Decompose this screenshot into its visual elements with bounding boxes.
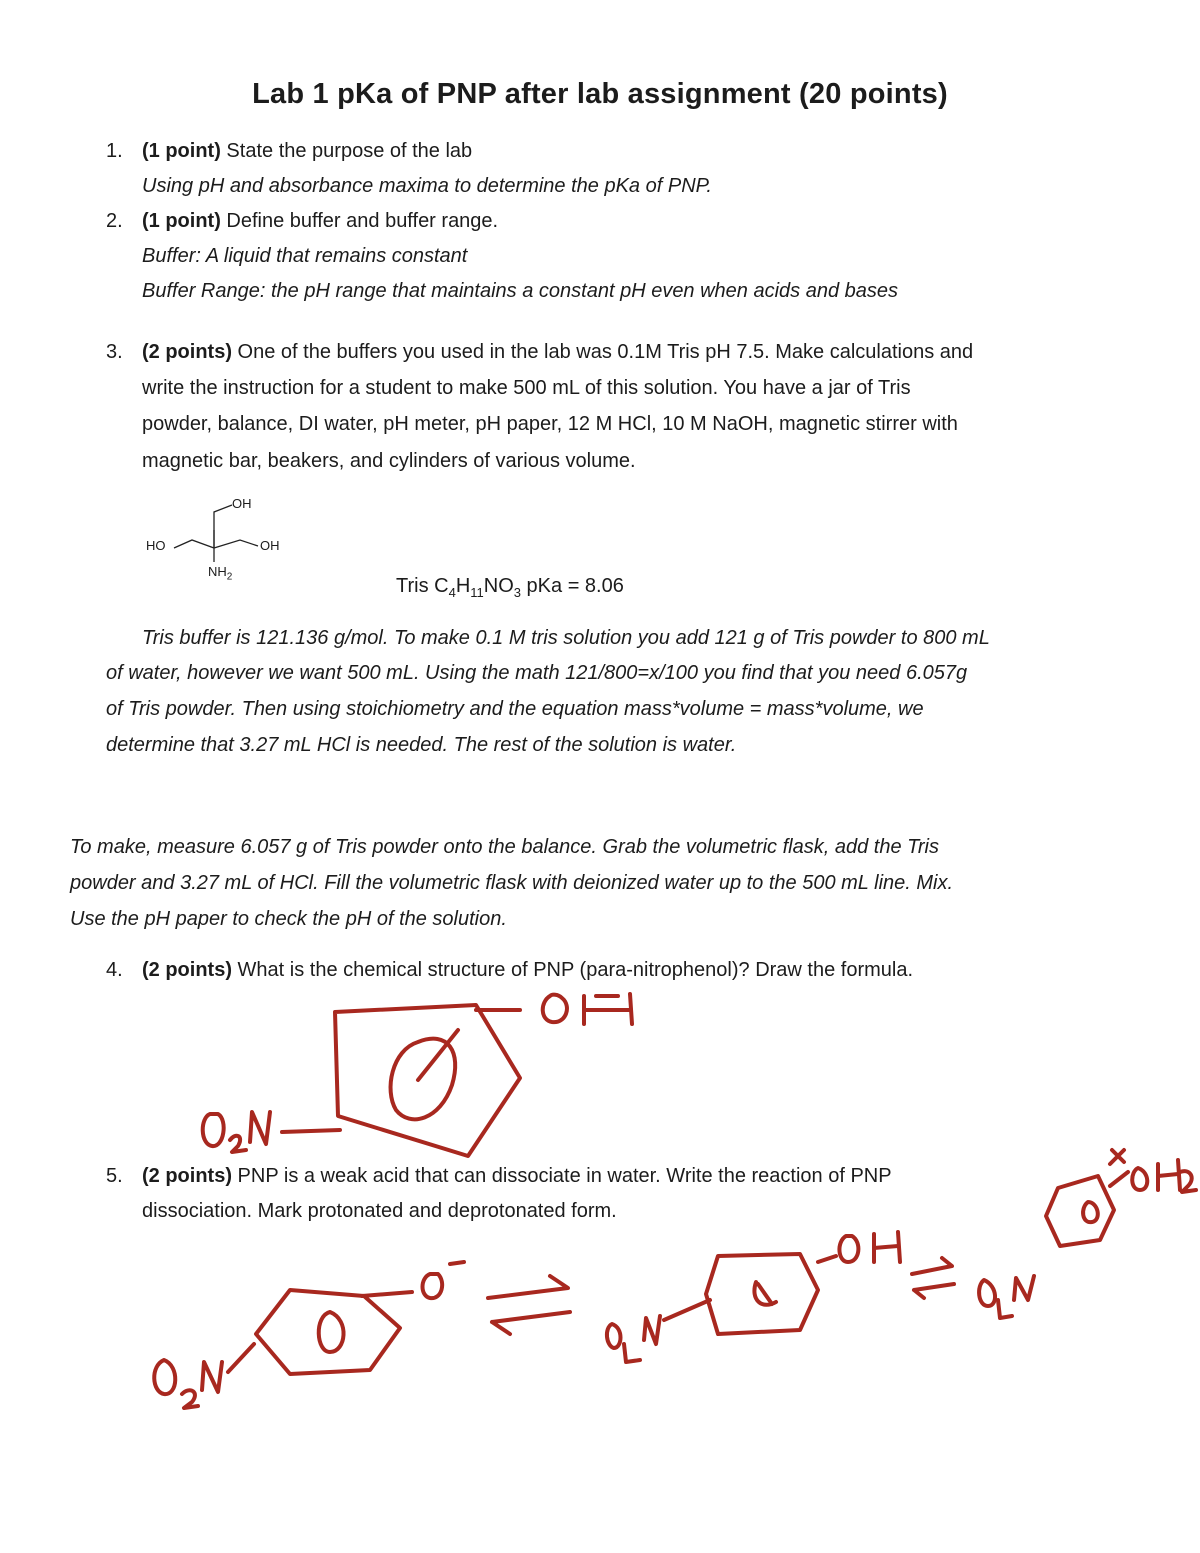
q3-question-line4: magnetic bar, beakers, and cylinders of various volume.: [142, 450, 636, 472]
q3-make-line2: powder and 3.27 mL of HCl. Fill the volumetric flask with deionized water up to the 500 mL line. Mix.: [70, 872, 954, 894]
handwritten-pnp-structure: [203, 994, 632, 1156]
q3-calc-line1: Tris buffer is 121.136 g/mol. To make 0.1 M tris solution you add 121 g of Tris powder to 800 mL: [142, 627, 990, 649]
q3-calc-line2: of water, however we want 500 mL. Using the math 121/800=x/100 you find that you need 6.057g: [106, 662, 968, 684]
q5-text-1: PNP is a weak acid that can dissociate in water. Write the reaction of PNP: [232, 1165, 892, 1187]
tris-nh2: $NH_2$: [208, 564, 233, 583]
q2-points: (1 point): [142, 210, 221, 232]
q3-question-line3: powder, balance, DI water, pH meter, pH paper, 12 M HCl, 10 M NaOH, magnetic stirrer with: [142, 413, 958, 435]
q3-make-line1: To make, measure 6.057 g of Tris powder onto the balance. Grab the volumetric flask, add the Tris: [70, 836, 939, 858]
q3-calc-line4: determine that 3.27 mL HCl is needed. The rest of the solution is water.: [106, 734, 737, 756]
q3-calc-line3: of Tris powder. Then using stoichiometry and the equation mass*volume = mass*volume, we: [106, 698, 924, 720]
q2-answer-buffer: Buffer: A liquid that remains constant: [142, 245, 468, 267]
q3-question-line2: write the instruction for a student to make 500 mL of this solution. You have a jar of Tris: [142, 377, 911, 399]
q5-number: 5.: [106, 1165, 123, 1187]
q5-points: (2 points): [142, 1165, 232, 1187]
q1-answer: Using pH and absorbance maxima to determine the pKa of PNP.: [142, 175, 712, 197]
q4-points: (2 points): [142, 959, 232, 981]
q1-text: State the purpose of the lab: [220, 140, 473, 162]
q4-number: 4.: [106, 959, 123, 981]
q5-question-line2: dissociation. Mark protonated and deprotonated form.: [142, 1200, 617, 1222]
handwritten-pnp-dissociation: [154, 1150, 1196, 1408]
q2-text: Define buffer and buffer range.: [220, 210, 499, 232]
q3-points: (2 points): [142, 341, 232, 363]
q1-number: 1.: [106, 140, 123, 162]
q4-text: What is the chemical structure of PNP (para-nitrophenol)? Draw the formula.: [232, 959, 914, 981]
tris-ho-left: HO: [146, 538, 166, 553]
q2-answer-range: Buffer Range: the pH range that maintains a constant pH even when acids and bases: [142, 280, 899, 302]
q2-number: 2.: [106, 210, 123, 232]
tris-formula: Tris $C_4H_{11}NO_3$ pKa = 8.06: [396, 575, 624, 600]
q3-number: 3.: [106, 341, 123, 363]
q3-make-line3: Use the pH paper to check the pH of the solution.: [70, 908, 507, 930]
tris-oh-top: OH: [232, 496, 252, 511]
tris-oh-right: OH: [260, 538, 280, 553]
q3-text-1: One of the buffers you used in the lab was 0.1M Tris pH 7.5. Make calculations and: [232, 341, 974, 363]
page-title: Lab 1 pKa of PNP after lab assignment (20 points): [252, 78, 948, 110]
q1-points: (1 point): [142, 140, 221, 162]
